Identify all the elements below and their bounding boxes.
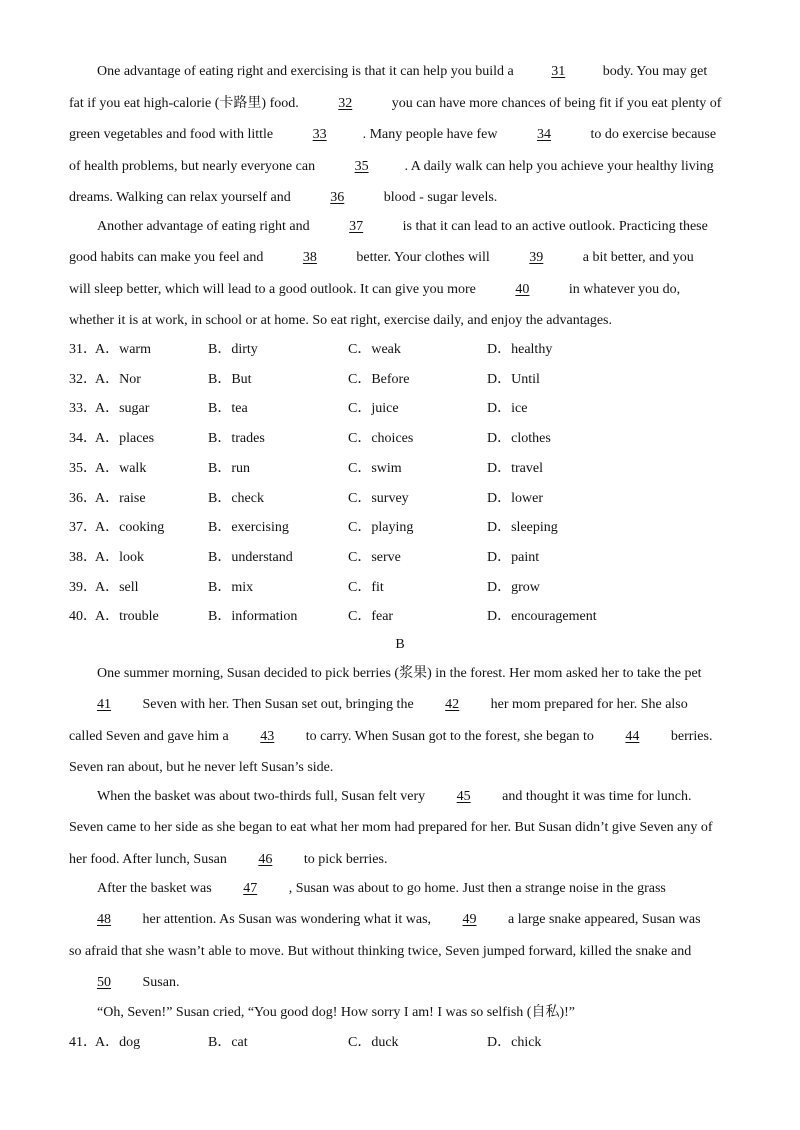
text-segment: her food. After lunch, Susan: [69, 851, 231, 867]
question-number: 36．: [69, 490, 97, 506]
text-segment: to do exercise because: [587, 127, 717, 142]
blank-49: 49: [462, 912, 477, 928]
text-segment: . Many people have few: [362, 127, 502, 142]
option-d: D．grow: [487, 579, 540, 595]
question-number: 41．: [69, 1035, 97, 1050]
option-c: C．fear: [348, 609, 394, 625]
options-a-row: [69, 519, 709, 537]
text-line: [69, 759, 333, 777]
option-d: D．healthy: [487, 342, 553, 357]
option-d: D．paint: [487, 549, 540, 565]
option-a: A．look: [95, 549, 144, 565]
text-line: [69, 851, 387, 869]
option-a: A．sugar: [95, 401, 150, 417]
question-number: 39．: [69, 579, 97, 595]
option-b: B．exercising: [208, 520, 289, 536]
text-segment: a bit better, and you: [579, 250, 694, 266]
option-d: D．chick: [487, 1035, 542, 1050]
text-segment: One summer morning, Susan decided to pick berries (浆果) in the forest. Her mom asked her to take the pet: [97, 666, 702, 681]
text-segment: called Seven and gave him a: [69, 728, 233, 744]
blank-34: 34: [537, 127, 552, 142]
text-segment: blood - sugar levels.: [380, 190, 498, 205]
text-segment: will sleep better, which will lead to a good outlook. It can give you more: [69, 281, 480, 297]
text-segment: better. Your clothes will: [352, 250, 494, 266]
text-segment: whether it is at work, in school or at home. So eat right, exercise daily, and enjoy the advantages.: [69, 312, 612, 328]
option-b: B．cat: [208, 1035, 248, 1050]
option-b: B．dirty: [208, 342, 258, 357]
text-segment: Seven came to her side as she began to eat what her mom had prepared for her. But Susan didn’t give Seven any of: [69, 820, 713, 836]
option-b: B．trades: [208, 431, 265, 447]
options-b-row: [69, 1034, 709, 1052]
options-a-row: [69, 549, 709, 567]
text-line: [69, 126, 716, 144]
question-number: 31．: [69, 342, 97, 357]
option-a: A．places: [95, 431, 155, 447]
option-a: A．warm: [95, 342, 151, 357]
text-segment: When the basket was about two-thirds full, Susan felt very: [97, 789, 429, 804]
option-a: A．Nor: [95, 371, 141, 387]
text-segment: Seven with her. Then Susan set out, bringing the: [139, 697, 418, 713]
question-number: 38．: [69, 549, 97, 565]
blank-40: 40: [515, 281, 530, 297]
question-number: 40．: [69, 609, 97, 625]
text-segment: One advantage of eating right and exercising is that it can help you build a: [97, 64, 518, 79]
question-number: 34．: [69, 431, 97, 447]
option-b: B．tea: [208, 401, 248, 417]
option-b: B．information: [208, 609, 298, 625]
text-line: [69, 189, 497, 207]
text-segment: in whatever you do,: [565, 281, 681, 297]
option-a: A．sell: [95, 579, 139, 595]
question-number: 37．: [69, 520, 97, 536]
option-d: D．lower: [487, 490, 543, 506]
text-segment: is that it can lead to an active outlook. Practicing these: [399, 219, 708, 234]
text-segment: , Susan was about to go home. Just then a strange noise in the grass: [285, 881, 666, 896]
blank-50: 50: [97, 974, 111, 990]
text-segment: “Oh, Seven!” Susan cried, “You good dog! How sorry I am! I was so selfish (自私)!”: [97, 1005, 575, 1020]
option-c: C．serve: [348, 549, 401, 565]
text-segment: dreams. Walking can relax yourself and: [69, 190, 295, 205]
blank-32: 32: [338, 95, 353, 111]
option-d: D．clothes: [487, 431, 551, 447]
blank-43: 43: [260, 728, 275, 744]
question-number: 35．: [69, 460, 97, 476]
blank-35: 35: [354, 158, 369, 174]
option-c: C．playing: [348, 520, 414, 536]
text-segment: so afraid that she wasn’t able to move. But without thinking twice, Seven jumped forward, killed the snake and: [69, 943, 692, 959]
text-segment: of health problems, but nearly everyone can: [69, 158, 319, 174]
option-b: B．mix: [208, 579, 254, 595]
option-c: C．duck: [348, 1035, 399, 1050]
text-line: [69, 158, 714, 176]
text-line: [97, 63, 707, 81]
question-number: 33．: [69, 401, 97, 417]
options-a-row: [69, 490, 709, 508]
text-segment: fat if you eat high-calorie (卡路里) food.: [69, 95, 303, 111]
options-a-row: [69, 430, 709, 448]
text-segment: body. You may get: [599, 64, 708, 79]
blank-37: 37: [349, 219, 364, 234]
options-a-row: [69, 341, 709, 359]
text-line: [69, 728, 712, 746]
text-segment: good habits can make you feel and: [69, 250, 267, 266]
text-segment: to pick berries.: [300, 851, 388, 867]
text-line: [97, 788, 692, 806]
option-b: B．check: [208, 490, 264, 506]
option-a: A．cooking: [95, 520, 165, 536]
option-b: B．understand: [208, 549, 293, 565]
text-segment: her attention. As Susan was wondering what it was,: [139, 912, 435, 928]
option-c: C．weak: [348, 342, 401, 357]
text-line: [69, 312, 612, 330]
option-a: A．raise: [95, 490, 146, 506]
text-segment: . A daily walk can help you achieve your healthy living: [404, 158, 714, 174]
text-segment: Susan.: [139, 974, 180, 990]
text-line: [69, 249, 694, 267]
option-c: C．survey: [348, 490, 409, 506]
option-a: A．trouble: [95, 609, 159, 625]
blank-38: 38: [302, 250, 317, 266]
option-c: C．swim: [348, 460, 402, 476]
blank-44: 44: [625, 728, 640, 744]
options-a-row: [69, 460, 709, 478]
text-segment: her mom prepared for her. She also: [487, 697, 688, 713]
blank-48: 48: [97, 912, 111, 928]
option-c: C．juice: [348, 401, 399, 417]
options-a-row: [69, 579, 709, 597]
blank-31: 31: [551, 64, 566, 79]
text-line: [97, 880, 666, 898]
question-number: 32．: [69, 371, 97, 387]
text-segment: you can have more chances of being fit if you eat plenty of: [388, 95, 722, 111]
text-line: [69, 911, 701, 929]
blank-33: 33: [312, 127, 327, 142]
blank-39: 39: [529, 250, 544, 266]
option-b: B．But: [208, 371, 252, 387]
option-d: D．encouragement: [487, 609, 597, 625]
text-line: [97, 1004, 575, 1022]
options-a-row: [69, 371, 709, 389]
text-line: [69, 974, 179, 992]
text-line: [97, 665, 702, 683]
blank-41: 41: [97, 697, 111, 713]
text-segment: berries.: [667, 728, 713, 744]
option-a: A．walk: [95, 460, 147, 476]
section-heading: B: [395, 637, 405, 652]
text-segment: After the basket was: [97, 881, 216, 896]
options-a-row: [69, 608, 709, 626]
text-segment: and thought it was time for lunch.: [498, 789, 692, 804]
text-segment: Another advantage of eating right and: [97, 219, 314, 234]
text-line: [69, 819, 713, 837]
option-c: C．Before: [348, 371, 410, 387]
text-line: [69, 95, 721, 113]
blank-42: 42: [445, 697, 460, 713]
text-segment: a large snake appeared, Susan was: [504, 912, 701, 928]
text-line: [69, 696, 688, 714]
option-c: C．fit: [348, 579, 384, 595]
blank-46: 46: [258, 851, 273, 867]
options-a-row: [69, 400, 709, 418]
text-line: [69, 281, 680, 299]
option-d: D．travel: [487, 460, 543, 476]
blank-45: 45: [456, 789, 471, 804]
text-segment: to carry. When Susan got to the forest, she began to: [302, 728, 598, 744]
text-segment: Seven ran about, but he never left Susan’s side.: [69, 759, 334, 775]
text-segment: green vegetables and food with little: [69, 127, 277, 142]
text-line: [69, 943, 691, 961]
text-line: [97, 218, 708, 236]
option-d: D．Until: [487, 371, 540, 387]
option-a: A．dog: [95, 1035, 141, 1050]
blank-47: 47: [243, 881, 258, 896]
option-d: D．sleeping: [487, 520, 558, 536]
option-b: B．run: [208, 460, 250, 476]
blank-36: 36: [330, 190, 345, 205]
option-c: C．choices: [348, 431, 414, 447]
option-d: D．ice: [487, 401, 528, 417]
